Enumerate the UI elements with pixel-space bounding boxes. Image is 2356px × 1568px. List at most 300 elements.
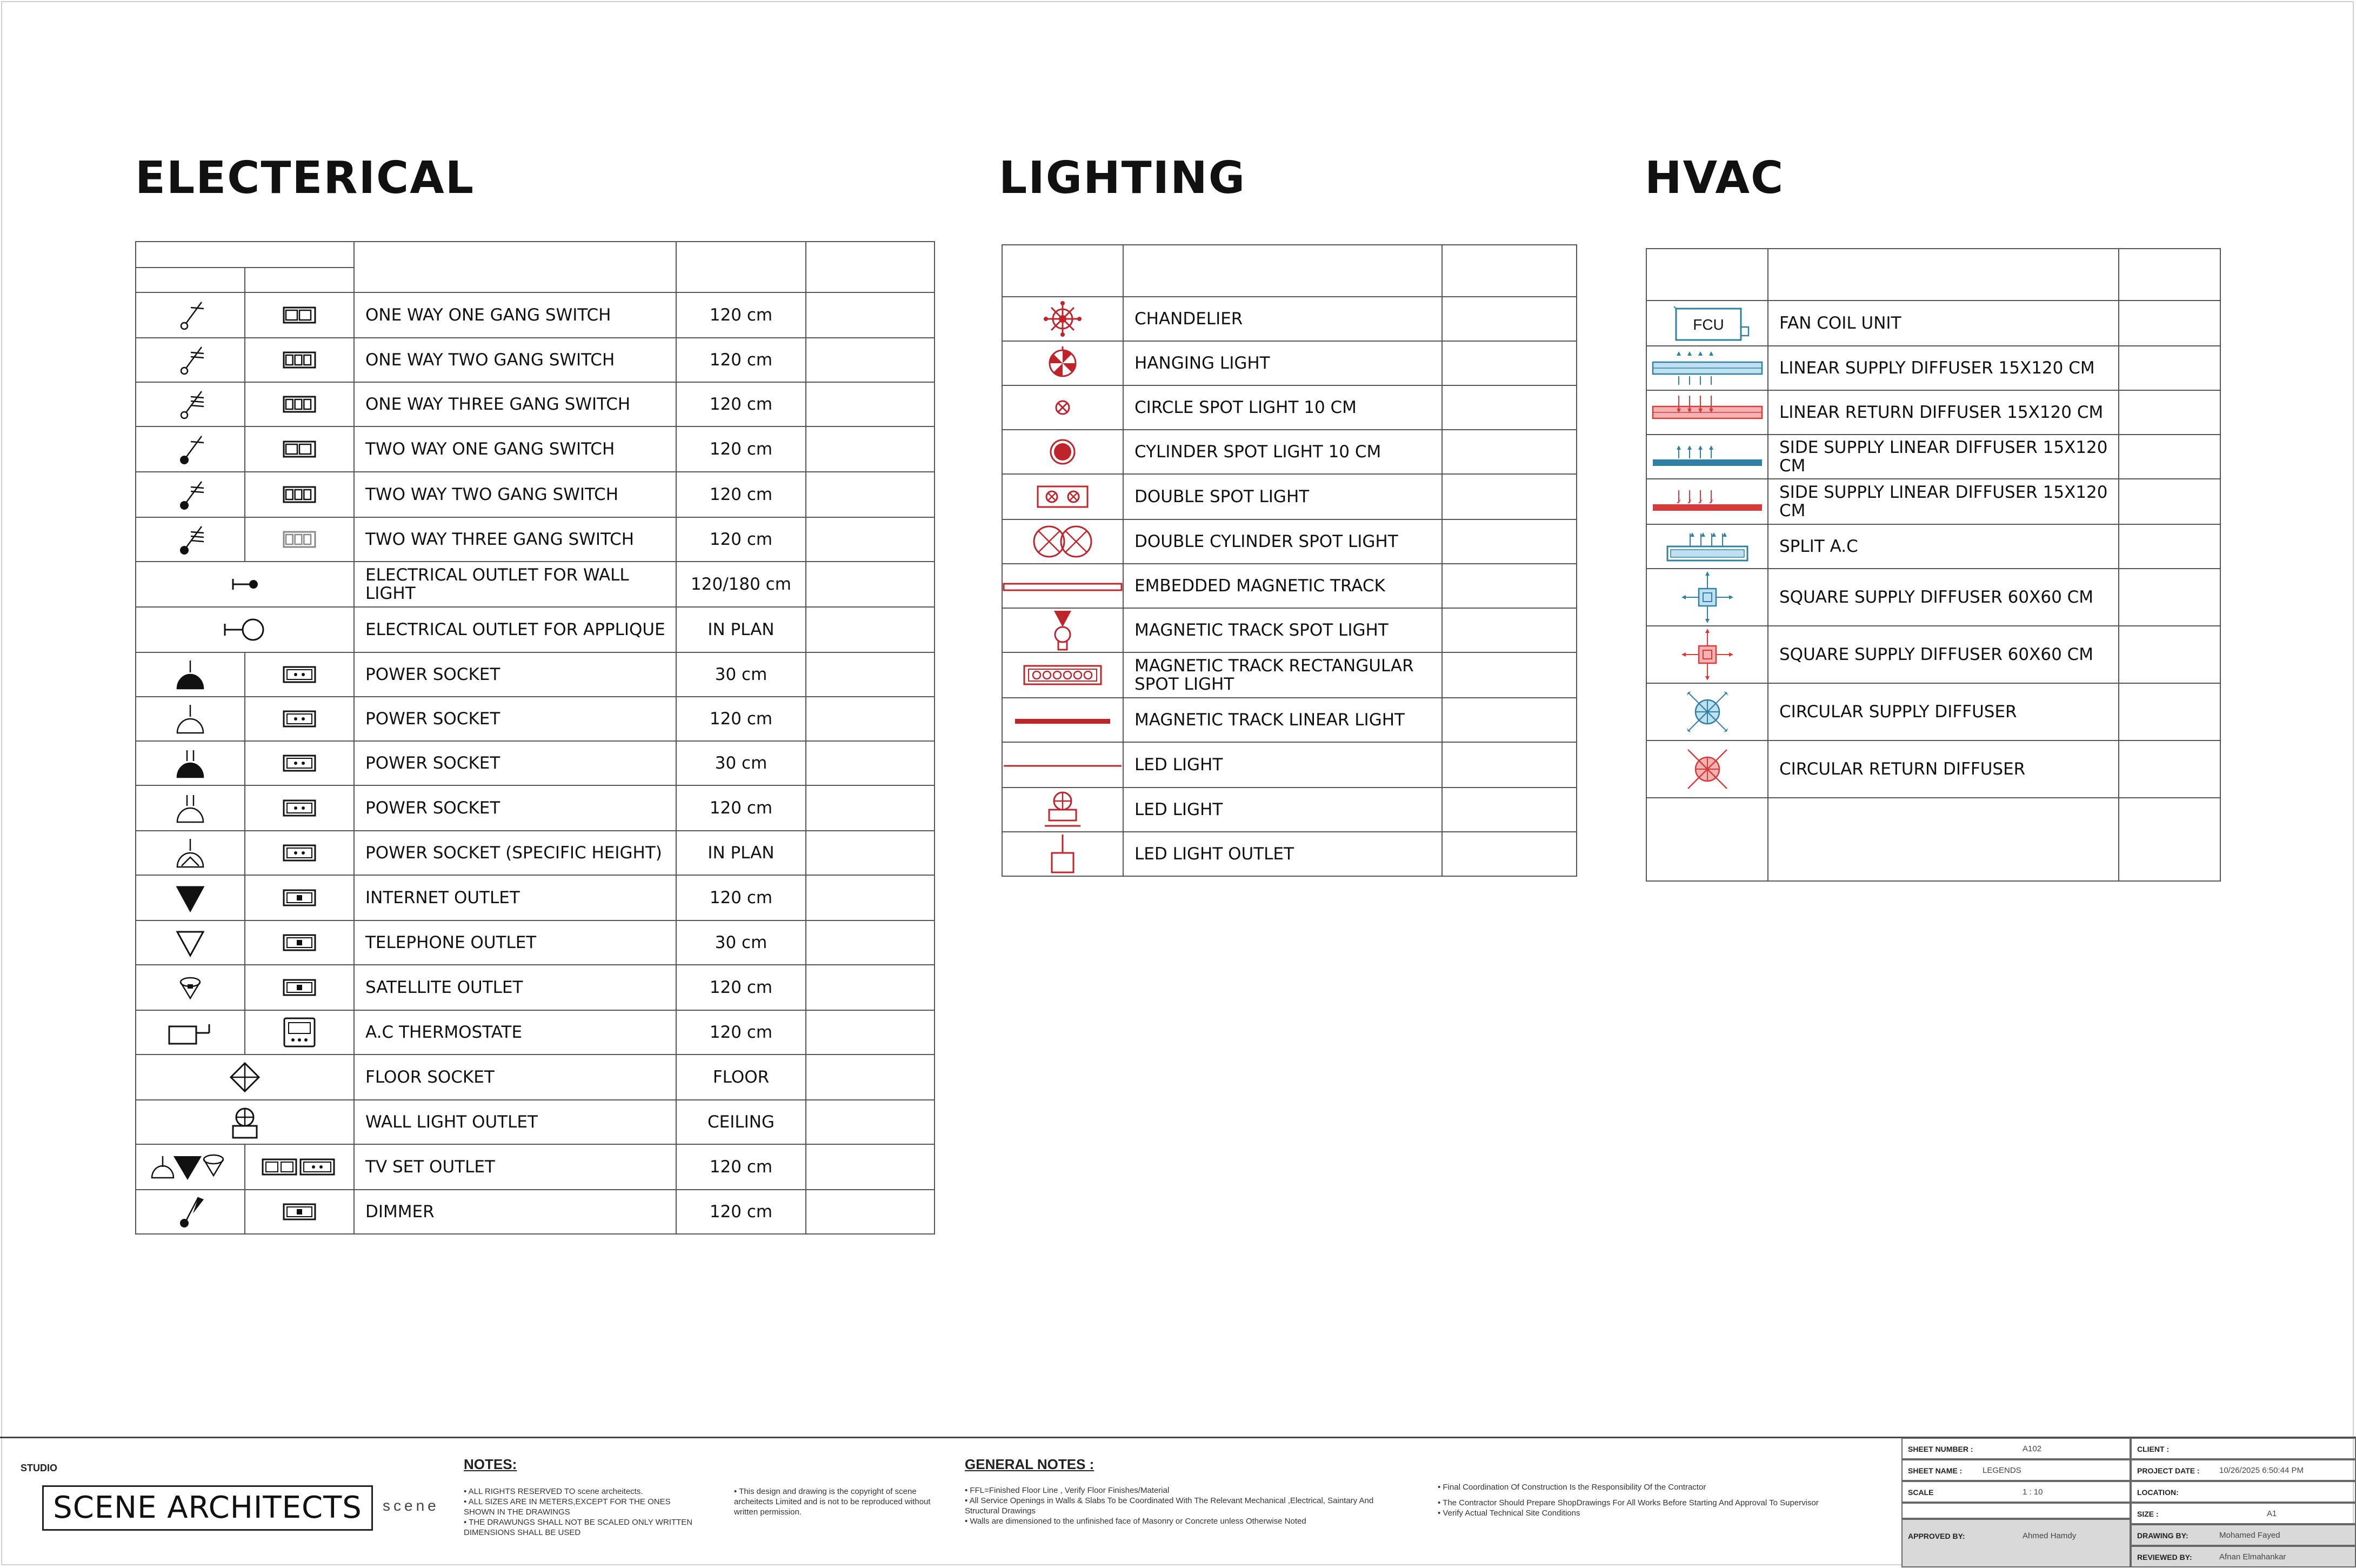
header-cell: [136, 242, 354, 268]
fan-coil-unit-icon: [1664, 304, 1751, 342]
note-text: Walls are dimensioned to the unfinished face of Masonry or Concrete unless Otherwise Noted: [970, 1517, 1306, 1526]
note-item: • Final Coordination Of Construction Is the Responsibility Of the Contractor: [1438, 1483, 1706, 1492]
item-label: CIRCULAR SUPPLY DIFFUSER: [1768, 683, 2119, 740]
mounting-height: 30 cm: [676, 652, 806, 697]
electrical-row: [136, 1100, 935, 1144]
electrical-row: [136, 785, 935, 831]
item-label: TWO WAY TWO GANG SWITCH: [354, 472, 676, 517]
item-label: DOUBLE SPOT LIGHT: [1123, 474, 1442, 519]
item-label: LED LIGHT OUTLET: [1123, 832, 1442, 876]
blank-cell: [1646, 798, 1768, 881]
switch-plate-icon: [283, 529, 316, 550]
plate-cell: [245, 292, 354, 338]
note-text: Verify Actual Technical Site Conditions: [1443, 1509, 1580, 1518]
plate-cell: [245, 831, 354, 875]
electrical-row: [136, 1010, 935, 1055]
lighting-rows: [1002, 297, 1577, 876]
electrical-title: ELECTERICAL: [135, 152, 475, 204]
blank-cell: [806, 382, 935, 426]
circle-spot-light-icon: [1049, 394, 1076, 421]
power-socket-icon: [173, 703, 208, 735]
reviewed-by-value: Afnan Elmahankar: [2219, 1552, 2286, 1562]
symbol-cell: [1002, 430, 1123, 474]
mounting-height: 120 cm: [676, 517, 806, 562]
lighting-row: [1002, 742, 1577, 788]
note-text: THE DRAWUNGS SHALL NOT BE SCALED ONLY WRITTEN DIMENSIONS SHALL BE USED: [464, 1518, 693, 1537]
item-label: CHANDELIER: [1123, 297, 1442, 341]
mounting-height: 30 cm: [676, 920, 806, 965]
circular-supply-diffuser-icon: [1680, 685, 1734, 739]
symbol-cell: [1002, 698, 1123, 742]
client-label: CLIENT :: [2137, 1445, 2170, 1453]
lighting-row: [1002, 385, 1577, 430]
blank-cell: [806, 607, 935, 652]
symbol-cell: [136, 607, 354, 652]
mounting-height: 120 cm: [676, 382, 806, 426]
socket-plate-icon: [283, 797, 316, 819]
electrical-row: [136, 426, 935, 472]
symbol-cell: [136, 338, 245, 382]
plate-cell: [245, 785, 354, 831]
blank-cell: [1442, 430, 1577, 474]
led-light-icon: [1003, 763, 1123, 769]
location-label: LOCATION:: [2137, 1488, 2179, 1497]
note-text: ALL SIZES ARE IN METERS,EXCEPT FOR THE ONES SHOWN IN THE DRAWINGS: [464, 1497, 671, 1517]
switch-icon: [171, 477, 209, 512]
satellite-outlet-icon: [177, 972, 204, 1003]
switch-plate-icon: [283, 393, 316, 415]
blank-cell: [2119, 626, 2220, 683]
note-text: FFL=Finished Floor Line , Verify Floor Finishes/Material: [970, 1486, 1170, 1495]
tv-outlet-icon: [150, 1152, 231, 1182]
blank-cell: [1442, 341, 1577, 385]
item-label: CYLINDER SPOT LIGHT 10 CM: [1123, 430, 1442, 474]
linear-supply-diffuser-icon: [1651, 349, 1764, 387]
symbol-cell: [136, 1055, 354, 1100]
item-label: EMBEDDED MAGNETIC TRACK: [1123, 564, 1442, 608]
embedded-magnetic-track-icon: [1003, 581, 1123, 593]
item-label: MAGNETIC TRACK SPOT LIGHT: [1123, 608, 1442, 652]
mounting-height: FLOOR: [676, 1055, 806, 1100]
item-label: POWER SOCKET: [354, 697, 676, 741]
blank-cell: [2119, 435, 2220, 479]
square-supply-diffuser-icon: [1680, 570, 1734, 624]
electrical-row: [136, 1055, 935, 1100]
general-notes-list-1: [965, 1485, 1381, 1526]
sheet-name-cell: [1901, 1459, 2131, 1481]
mounting-height: 120 cm: [676, 1190, 806, 1234]
lighting-row: [1002, 608, 1577, 652]
blank-cell: [1442, 652, 1577, 698]
symbol-cell: [1002, 341, 1123, 385]
dimmer-icon: [171, 1194, 209, 1230]
header-cell: [1123, 245, 1442, 297]
size-cell: [2131, 1503, 2356, 1524]
electrical-row: [136, 292, 935, 338]
symbol-cell: [136, 1100, 354, 1144]
brand-logo: SCENE ARCHITECTS: [42, 1485, 373, 1531]
approved-by-label: APPROVED BY:: [1908, 1532, 1965, 1540]
symbol-cell: [136, 875, 245, 920]
approved-by-cell: [1901, 1519, 2131, 1567]
mounting-height: IN PLAN: [676, 607, 806, 652]
header-cell: [1768, 249, 2119, 301]
blank-cell: [806, 785, 935, 831]
lighting-title: LIGHTING: [999, 152, 1246, 204]
size-label: SIZE :: [2137, 1510, 2159, 1518]
blank-cell: [806, 1100, 935, 1144]
copyright-text: This design and drawing is the copyright of scene archeitects Limited and is not to be reproduced without written permission.: [734, 1487, 931, 1517]
blank-cell: [806, 426, 935, 472]
blank-cell: [806, 1144, 935, 1190]
double-cylinder-spot-light-icon: [1027, 523, 1098, 561]
item-label: SQUARE SUPPLY DIFFUSER 60X60 CM: [1768, 569, 2119, 626]
blank-cell: [2119, 346, 2220, 390]
header-cell: [1002, 245, 1123, 297]
electrical-legend-table: [135, 241, 935, 1235]
header-cell: [136, 268, 245, 292]
item-label: A.C THERMOSTATE: [354, 1010, 676, 1055]
symbol-cell: [1002, 519, 1123, 564]
data-plate-icon: [283, 977, 316, 998]
item-label: SQUARE SUPPLY DIFFUSER 60X60 CM: [1768, 626, 2119, 683]
lighting-row: [1002, 474, 1577, 519]
item-label: POWER SOCKET: [354, 741, 676, 785]
blank-cell: [2119, 301, 2220, 346]
item-label: INTERNET OUTLET: [354, 875, 676, 920]
socket-plate-icon: [283, 708, 316, 730]
switch-icon: [171, 522, 209, 557]
socket-plate-icon: [283, 664, 316, 685]
power-socket-icon: [173, 658, 208, 691]
blank-cell: [806, 472, 935, 517]
scale-value: 1 : 10: [2023, 1487, 2043, 1497]
blank-cell: [1442, 564, 1577, 608]
hvac-row: [1646, 435, 2220, 479]
plate-cell: [245, 965, 354, 1010]
electrical-row: [136, 607, 935, 652]
power-socket-icon: [173, 837, 208, 869]
project-date-value: 10/26/2025 6:50:44 PM: [2219, 1466, 2304, 1475]
double-spot-light-icon: [1036, 483, 1090, 510]
plate-cell: [245, 1190, 354, 1234]
header-cell: [354, 242, 676, 292]
note-text: ALL RIGHTS RESERVED TO scene archeitects.: [468, 1487, 643, 1496]
blank-cell: [2119, 569, 2220, 626]
symbol-cell: [136, 1190, 245, 1234]
electrical-row: [136, 1144, 935, 1190]
lighting-row: [1002, 519, 1577, 564]
blank-cell: [1442, 385, 1577, 430]
symbol-cell: [1646, 479, 1768, 524]
blank-cell: [1442, 608, 1577, 652]
item-label: MAGNETIC TRACK LINEAR LIGHT: [1123, 698, 1442, 742]
symbol-cell: [1002, 832, 1123, 876]
note-item: • ALL RIGHTS RESERVED TO scene archeitects.: [464, 1487, 643, 1496]
data-plate-icon: [283, 887, 316, 909]
symbol-cell: [136, 382, 245, 426]
hvac-row: [1646, 301, 2220, 346]
item-label: DIMMER: [354, 1190, 676, 1234]
header-cell: [245, 268, 354, 292]
symbol-cell: [136, 741, 245, 785]
drawing-by-value: Mohamed Fayed: [2219, 1531, 2280, 1540]
reviewed-by-label: REVIEWED BY:: [2137, 1553, 2192, 1562]
plate-cell: [245, 741, 354, 785]
note-text: All Service Openings in Walls & Slabs To be Coordinated With The Relevant Mechanical ,Electrical, Saintary And Structural Drawings: [965, 1496, 1374, 1516]
item-label: LED LIGHT: [1123, 742, 1442, 788]
item-label: TWO WAY ONE GANG SWITCH: [354, 426, 676, 472]
item-label: LED LIGHT: [1123, 788, 1442, 832]
hvac-title: HVAC: [1645, 152, 1785, 204]
sheet-number-value: A102: [2023, 1444, 2042, 1453]
data-plate-icon: [283, 1201, 316, 1223]
item-label: LINEAR RETURN DIFFUSER 15X120 CM: [1768, 390, 2119, 435]
electrical-row: [136, 382, 935, 426]
plate-cell: [245, 652, 354, 697]
plate-cell: [245, 1010, 354, 1055]
side-supply-linear-diffuser-icon: [1651, 443, 1764, 470]
magnetic-track-spot-light-icon: [1046, 609, 1079, 652]
mounting-height: 120 cm: [676, 875, 806, 920]
hvac-row: [1646, 479, 2220, 524]
lighting-row: [1002, 341, 1577, 385]
header-cell: [676, 242, 806, 292]
power-socket-icon: [173, 747, 208, 779]
reviewed-by-cell: [2131, 1546, 2356, 1567]
telephone-outlet-icon: [174, 928, 206, 958]
blank-cell: [806, 652, 935, 697]
blank-cell: [806, 741, 935, 785]
item-label: ELECTRICAL OUTLET FOR WALL LIGHT: [354, 562, 676, 607]
symbol-cell: [1646, 740, 1768, 798]
blank-cell: [806, 697, 935, 741]
mounting-height: 120 cm: [676, 426, 806, 472]
lighting-row: [1002, 564, 1577, 608]
switch-icon: [171, 432, 209, 466]
power-socket-icon: [173, 792, 208, 824]
notes-list: [464, 1486, 702, 1538]
electrical-row: [136, 517, 935, 562]
applique-outlet-icon: [221, 617, 269, 642]
blank-cell: [806, 1190, 935, 1234]
split-ac-icon: [1664, 530, 1751, 563]
item-label: LINEAR SUPPLY DIFFUSER 15X120 CM: [1768, 346, 2119, 390]
copyright-note: • This design and drawing is the copyright of scene archeitects Limited and is not to be reproduced without written permission.: [734, 1487, 931, 1517]
note-item: • THE DRAWUNGS SHALL NOT BE SCALED ONLY WRITTEN DIMENSIONS SHALL BE USED: [464, 1518, 693, 1537]
electrical-row: [136, 338, 935, 382]
lighting-row: [1002, 788, 1577, 832]
note-text: Final Coordination Of Construction Is the Responsibility Of the Contractor: [1443, 1483, 1706, 1492]
symbol-cell: [1646, 626, 1768, 683]
hvac-row: [1646, 524, 2220, 569]
header-cell: [1646, 249, 1768, 301]
side-supply-linear-diffuser-icon: [1651, 488, 1764, 515]
blank-cell: [806, 292, 935, 338]
mounting-height: 120 cm: [676, 965, 806, 1010]
project-date-cell: [2131, 1459, 2356, 1481]
symbol-cell: [1002, 742, 1123, 788]
blank-cell: [1442, 698, 1577, 742]
symbol-cell: [1002, 474, 1123, 519]
mounting-height: 120 cm: [676, 472, 806, 517]
item-label: WALL LIGHT OUTLET: [354, 1100, 676, 1144]
chandelier-icon: [1038, 300, 1087, 338]
blank-cell: [2119, 390, 2220, 435]
item-label: TWO WAY THREE GANG SWITCH: [354, 517, 676, 562]
item-label: FLOOR SOCKET: [354, 1055, 676, 1100]
cylinder-spot-light-icon: [1046, 436, 1079, 468]
electrical-row: [136, 472, 935, 517]
blank-cell: [1442, 742, 1577, 788]
blank-cell: [806, 831, 935, 875]
blank-cell: [2119, 479, 2220, 524]
socket-plate-icon: [283, 752, 316, 774]
item-label: TV SET OUTLET: [354, 1144, 676, 1190]
project-date-label: PROJECT DATE :: [2137, 1466, 2200, 1475]
blank-cell: [806, 920, 935, 965]
symbol-cell: [136, 292, 245, 338]
switch-plate-icon: [283, 349, 316, 371]
hvac-row: [1646, 390, 2220, 435]
switch-plate-icon: [283, 304, 316, 326]
internet-outlet-icon: [174, 883, 206, 913]
linear-return-diffuser-icon: [1651, 393, 1764, 431]
item-label: DOUBLE CYLINDER SPOT LIGHT: [1123, 519, 1442, 564]
blank-cell: [806, 1055, 935, 1100]
blank-cell: [806, 875, 935, 920]
square-supply-diffuser-icon: [1680, 628, 1734, 682]
note-item: • All Service Openings in Walls & Slabs To be Coordinated With The Relevant Mechanical ,Electrical, Saintary And Structural Drawings: [965, 1496, 1374, 1516]
symbol-cell: [136, 785, 245, 831]
wall-light-outlet-icon: [229, 573, 261, 595]
symbol-cell: [136, 1144, 245, 1190]
electrical-row: [136, 562, 935, 607]
tv-plate-icon: [262, 1156, 337, 1178]
lighting-row: [1002, 698, 1577, 742]
blank-cell: [806, 965, 935, 1010]
mounting-height: CEILING: [676, 1100, 806, 1144]
blank-cell: [806, 1010, 935, 1055]
blank-cell: [806, 338, 935, 382]
symbol-cell: [1646, 346, 1768, 390]
switch-plate-icon: [283, 484, 316, 505]
drawing-by-label: DRAWING BY:: [2137, 1531, 2188, 1540]
item-label: CIRCLE SPOT LIGHT 10 CM: [1123, 385, 1442, 430]
symbol-cell: [1002, 608, 1123, 652]
symbol-cell: [136, 426, 245, 472]
plate-cell: [245, 1144, 354, 1190]
electrical-row: [136, 741, 935, 785]
note-item: • FFL=Finished Floor Line , Verify Floor Finishes/Material: [965, 1486, 1170, 1495]
mounting-height: 120 cm: [676, 785, 806, 831]
electrical-row: [136, 875, 935, 920]
general-notes-title: GENERAL NOTES :: [965, 1456, 1094, 1472]
hvac-rows: [1646, 301, 2220, 881]
electrical-row: [136, 920, 935, 965]
item-label: POWER SOCKET: [354, 785, 676, 831]
item-label: POWER SOCKET (SPECIFIC HEIGHT): [354, 831, 676, 875]
symbol-cell: [1002, 564, 1123, 608]
general-notes-list-2: [1438, 1482, 1848, 1518]
symbol-cell: [1646, 569, 1768, 626]
floor-socket-icon: [229, 1061, 261, 1093]
hvac-row: [1646, 346, 2220, 390]
scale-label: SCALE: [1908, 1488, 1934, 1497]
item-label: POWER SOCKET: [354, 652, 676, 697]
symbol-cell: [1002, 385, 1123, 430]
item-label: ONE WAY TWO GANG SWITCH: [354, 338, 676, 382]
item-label: HANGING LIGHT: [1123, 341, 1442, 385]
symbol-cell: [136, 697, 245, 741]
electrical-row: [136, 652, 935, 697]
scale-cell: [1901, 1481, 2131, 1503]
note-item: • Walls are dimensioned to the unfinished face of Masonry or Concrete unless Otherwise Noted: [965, 1517, 1306, 1526]
plate-cell: [245, 472, 354, 517]
magnetic-track-rectangular-spot-icon: [1022, 663, 1103, 688]
symbol-cell: [1646, 390, 1768, 435]
symbol-cell: [136, 920, 245, 965]
led-light-outlet-icon: [1046, 833, 1079, 875]
blank-cell: [1442, 474, 1577, 519]
symbol-cell: [136, 652, 245, 697]
blank-cell: [2119, 683, 2220, 740]
symbol-cell: [1002, 652, 1123, 698]
item-label: SATELLITE OUTLET: [354, 965, 676, 1010]
symbol-cell: [1002, 788, 1123, 832]
mounting-height: IN PLAN: [676, 831, 806, 875]
lighting-row: [1002, 832, 1577, 876]
blank-cell: [1442, 519, 1577, 564]
hanging-light-icon: [1041, 344, 1084, 382]
blank-cell: [806, 562, 935, 607]
header-cell: [806, 242, 935, 292]
electrical-rows: [136, 292, 935, 1234]
thermostat-icon: [166, 1019, 215, 1046]
symbol-cell: [136, 831, 245, 875]
item-label: SPLIT A.C: [1768, 524, 2119, 569]
note-text: The Contractor Should Prepare ShopDrawings For All Works Before Starting And Approval To Supervisor: [1443, 1498, 1819, 1507]
studio-label: STUDIO: [21, 1463, 58, 1473]
mounting-height: 120 cm: [676, 338, 806, 382]
sheet-number-label: SHEET NUMBER :: [1908, 1445, 1973, 1453]
lighting-row: [1002, 652, 1577, 698]
circular-return-diffuser-icon: [1680, 742, 1734, 796]
item-label: ONE WAY THREE GANG SWITCH: [354, 382, 676, 426]
mounting-height: 120 cm: [676, 697, 806, 741]
plate-cell: [245, 338, 354, 382]
note-item: • ALL SIZES ARE IN METERS,EXCEPT FOR THE ONES SHOWN IN THE DRAWINGS: [464, 1497, 671, 1517]
blank-cell: [2119, 798, 2220, 881]
sheet-number-cell: [1901, 1438, 2131, 1459]
led-light-icon: [1044, 789, 1082, 830]
plate-cell: [245, 382, 354, 426]
header-cell: [1442, 245, 1577, 297]
electrical-row: [136, 965, 935, 1010]
thermostat-plate-icon: [282, 1016, 317, 1049]
symbol-cell: [136, 472, 245, 517]
symbol-cell: [136, 562, 354, 607]
blank-cell: [1901, 1503, 2131, 1519]
header-cell: [2119, 249, 2220, 301]
electrical-row: [136, 831, 935, 875]
item-label: SIDE SUPPLY LINEAR DIFFUSER 15X120 CM: [1768, 435, 2119, 479]
item-label: MAGNETIC TRACK RECTANGULAR SPOT LIGHT: [1123, 652, 1442, 698]
drawing-by-cell: [2131, 1524, 2356, 1546]
notes-title: NOTES:: [464, 1456, 517, 1472]
switch-plate-icon: [283, 438, 316, 460]
approved-by-value: Ahmed Hamdy: [2023, 1531, 2077, 1540]
